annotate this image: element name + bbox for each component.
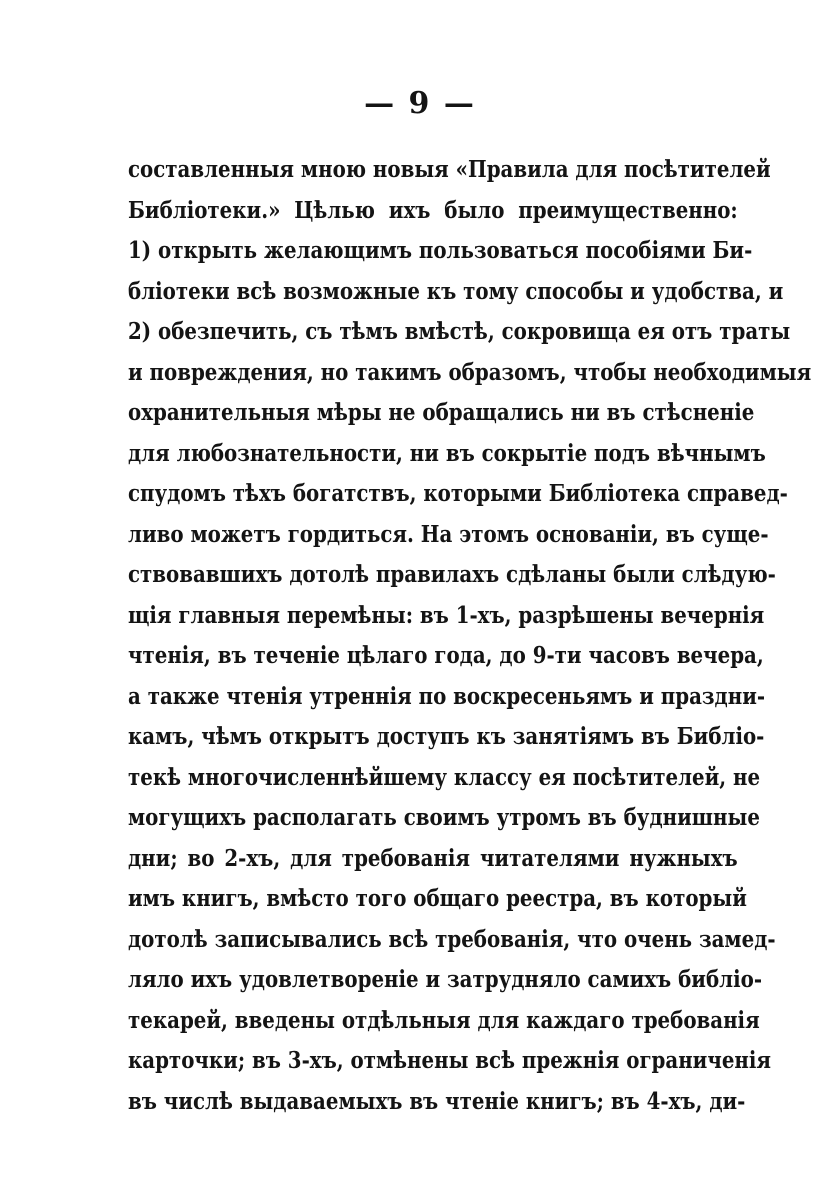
text-line: дотолѣ записывались всѣ требованія, что очень замед- [128,925,776,953]
text-line: ливо можетъ гордиться. На этомъ основаніи, въ суще- [128,520,769,548]
text-line: карточки; въ 3-хъ, отмѣнены всѣ прежнія ограниченія [128,1047,772,1074]
text-line: Библіотеки.» Цѣлью ихъ было преимущественно: [128,196,738,224]
text-line: щія главныя перемѣны: въ 1-хъ, разрѣшены вечернія [128,601,765,629]
text-line: 1) открыть желающимъ пользоваться пособіями Би- [128,237,753,264]
body-text [128,150,812,1122]
text-line: для любознательности, ни въ сокрытіе подъ вѣчнымъ [128,439,766,467]
text-line: чтенія, въ теченіе цѣлаго года, до 9-ти часовъ вечера, [128,642,764,669]
text-line: камъ, чѣмъ открытъ доступъ къ занятіямъ въ Библіо- [128,723,765,750]
text-line: 2) обезпечить, съ тѣмъ вмѣстѣ, сокровища ея отъ траты [128,318,791,345]
text-line: ляло ихъ удовлетвореніе и затрудняло самихъ библіо- [128,966,763,993]
text-line: и повреждения, но такимъ образомъ, чтобы необходимыя [128,358,812,386]
text-line: бліотеки всѣ возможные къ тому способы и удобства, и [128,277,784,305]
text-line: а также чтенія утреннія по воскресеньямъ и праздни- [128,682,766,710]
text-line: могущихъ располагать своимъ утромъ въ буднишные [128,804,760,831]
text-line: охранительныя мѣры не обращались ни въ стѣсненіе [128,399,755,426]
text-line: текарей, введены отдѣльныя для каждаго требованія [128,1006,760,1034]
text-line: спудомъ тѣхъ богатствъ, которыми Библіотека справед- [128,480,788,507]
text-line: дни; во 2-хъ, для требованія читателями нужныхъ [128,844,738,872]
page-number: — 9 — [364,86,476,121]
text-line: въ числѣ выдаваемыхъ въ чтеніе книгъ; въ 4-хъ, ди- [128,1087,746,1115]
text-line: ствовавшихъ дотолѣ правилахъ сдѣланы были слѣдую- [128,561,776,588]
text-line: текѣ многочисленнѣйшему классу ея посѣтителей, не [128,763,761,791]
text-line: имъ книгъ, вмѣсто того общаго реестра, въ который [128,885,747,912]
text-line: составленныя мною новыя «Правила для посѣтителей [128,156,771,183]
